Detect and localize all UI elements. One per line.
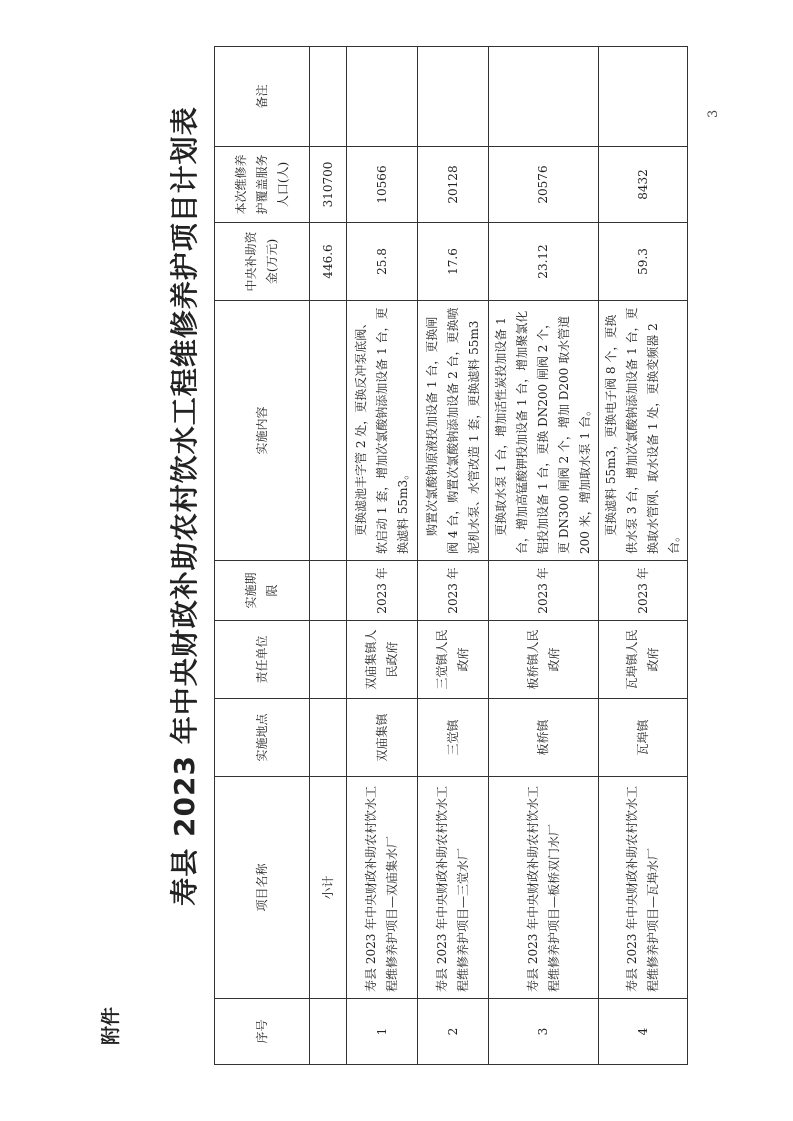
- row-funds: 59.3: [599, 223, 688, 301]
- row-project-name: 寿县 2023 年中央财政补助农村饮水工程维修养护项目—三觉水厂: [418, 777, 489, 999]
- project-plan-table: [214, 46, 688, 1065]
- row-content: 更换滤料 55m3，更换电子阀 8 个，更换供水泵 3 台，增加次氯酸钠添加设备 1 台，更换取水管网、取水设备 1 处，更换变频器 2 台。: [599, 301, 688, 561]
- row-period: 2023 年: [489, 561, 599, 621]
- table-row: [599, 47, 688, 1065]
- row-seq: 1: [347, 999, 418, 1065]
- row-period: 2023 年: [418, 561, 489, 621]
- row-population: 10566: [347, 147, 418, 223]
- subtotal-label: 小计: [310, 777, 347, 999]
- row-seq: 4: [599, 999, 688, 1065]
- row-project-name: 寿县 2023 年中央财政补助农村饮水工程维修养护项目—瓦埠水厂: [599, 777, 688, 999]
- row-remarks: [347, 47, 418, 147]
- subtotal-funds: 446.6: [310, 223, 347, 301]
- row-unit: 双庙集镇人民政府: [347, 621, 418, 699]
- subtotal-unit-cell: [310, 621, 347, 699]
- table-header-row: [215, 47, 310, 1065]
- row-funds: 17.6: [418, 223, 489, 301]
- row-unit: 板桥镇人民政府: [489, 621, 599, 699]
- row-population: 20128: [418, 147, 489, 223]
- table-row: [418, 47, 489, 1065]
- subtotal-population: 310700: [310, 147, 347, 223]
- subtotal-row: [310, 47, 347, 1065]
- table-row: [489, 47, 599, 1065]
- subtotal-remarks-cell: [310, 47, 347, 147]
- row-content: 更换滤池丰字管 2 处，更换反冲泵底阀、软启动 1 套，增加次氯酸钠添加设备 1 台，更换滤料 55m3。: [347, 301, 418, 561]
- subtotal-period-cell: [310, 561, 347, 621]
- row-funds: 25.8: [347, 223, 418, 301]
- document-title: 寿县 2023 年中央财政补助农村饮水工程维修养护项目计划表: [168, 106, 201, 906]
- header-unit: 责任单位: [215, 621, 310, 699]
- row-remarks: [489, 47, 599, 147]
- row-remarks: [418, 47, 489, 147]
- row-location: 瓦埠镇: [599, 699, 688, 777]
- header-seq: 序号: [215, 999, 310, 1065]
- row-content: 更换取水泵 1 台，增加活性炭投加设备 1 台，增加高锰酸钾投加设备 1 台，增加聚氯化铝投加设备 1 台，更换 DN200 闸阀 2 个，更 DN300 闸阀 2 个，增加 D200 取水管道 200 米，增加取水泵 1 台。: [489, 301, 599, 561]
- page-number: 3: [706, 109, 721, 118]
- header-location: 实施地点: [215, 699, 310, 777]
- header-remarks: 备注: [215, 47, 310, 147]
- header-content: 实施内容: [215, 301, 310, 561]
- table-row: [347, 47, 418, 1065]
- row-location: 板桥镇: [489, 699, 599, 777]
- header-population: 本次维修养护覆盖服务人口(人): [215, 147, 310, 223]
- row-project-name: 寿县 2023 年中央财政补助农村饮水工程维修养护项目—双庙集水厂: [347, 777, 418, 999]
- row-project-name: 寿县 2023 年中央财政补助农村饮水工程维修养护项目—板桥双门水厂: [489, 777, 599, 999]
- row-population: 20576: [489, 147, 599, 223]
- row-period: 2023 年: [599, 561, 688, 621]
- row-seq: 2: [418, 999, 489, 1065]
- header-period: 实施期限: [215, 561, 310, 621]
- attachment-label: 附件: [100, 1006, 122, 1045]
- row-unit: 瓦埠镇人民政府: [599, 621, 688, 699]
- row-unit: 三觉镇人民政府: [418, 621, 489, 699]
- subtotal-content-cell: [310, 301, 347, 561]
- header-name: 项目名称: [215, 777, 310, 999]
- subtotal-seq-cell: [310, 999, 347, 1065]
- row-period: 2023 年: [347, 561, 418, 621]
- subtotal-location-cell: [310, 699, 347, 777]
- row-location: 双庙集镇: [347, 699, 418, 777]
- row-remarks: [599, 47, 688, 147]
- row-content: 购置次氯酸钠原液投加设备 1 台，更换闸阀 4 台，购置次氯酸钠添加设备 2 台，更换喷泥机水泵、水管改造 1 套，更换滤料 55m3: [418, 301, 489, 561]
- row-location: 三觉镇: [418, 699, 489, 777]
- header-funds: 中央补助资金(万元): [215, 223, 310, 301]
- row-seq: 3: [489, 999, 599, 1065]
- row-population: 8432: [599, 147, 688, 223]
- row-funds: 23.12: [489, 223, 599, 301]
